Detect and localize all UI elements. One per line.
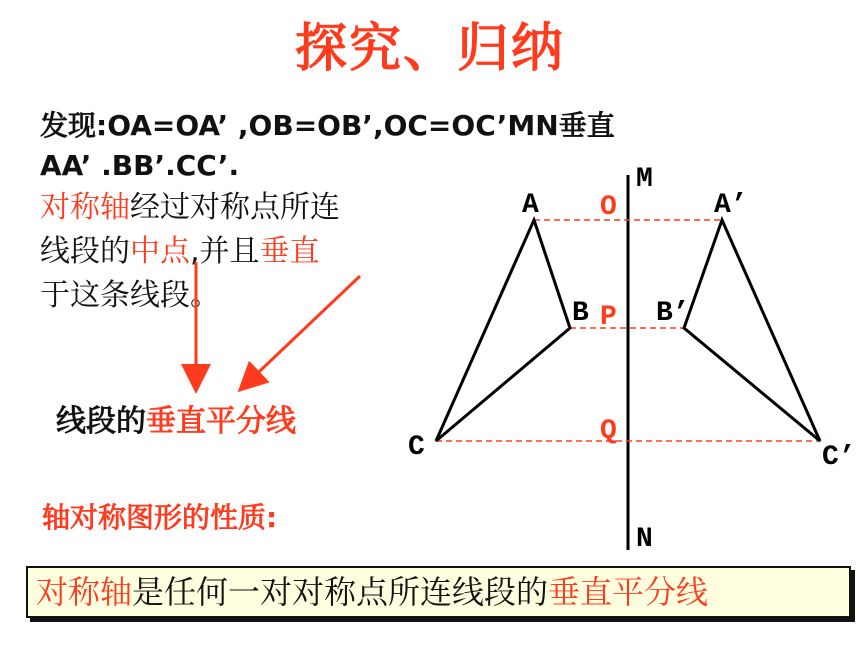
perpendicular-term: 垂直 [259,234,320,269]
arrow-perpendicular [242,276,360,388]
triangle-abc [436,220,570,441]
label-q: Q [600,416,617,447]
label-b: B [572,298,589,329]
finding-line-2: AA’ .BB’.CC’. [40,149,240,182]
label-a: A [522,190,539,221]
label-c-prime: C’ [822,442,856,473]
finding-line-1: 发现:OA=OA’ ,OB=OB’,OC=OC’MN垂直 [40,109,615,142]
label-p: P [600,302,617,333]
label-o: O [600,192,617,223]
para-text-4: 于这条线段。 [40,278,220,313]
conclusion-axis-term: 对称轴 [36,573,133,611]
para-text-3: ,并且 [190,234,260,269]
triangle-a-b-c-prime [684,220,820,441]
label-a-prime: A’ [714,190,748,221]
axis-term: 对称轴 [40,190,130,225]
bisector-term: 垂直平分线 [146,404,296,439]
para-text-2: 线段的 [40,234,130,269]
property-heading: 轴对称图形的性质: [42,501,278,534]
midpoint-term: 中点 [130,234,190,269]
page-title: 探究、归纳 [294,19,565,79]
label-m: M [636,164,653,195]
conclusion-middle: 是任何一对对称点所连线段的 [132,573,549,611]
conclusion-box [26,566,851,618]
label-n: N [636,524,653,555]
bisector-prefix: 线段的 [56,404,146,439]
conclusion-term: 垂直平分线 [548,573,709,611]
label-c: C [408,432,425,463]
label-b-prime: B’ [656,298,690,329]
para-text-1: 经过对称点所连 [130,190,340,225]
